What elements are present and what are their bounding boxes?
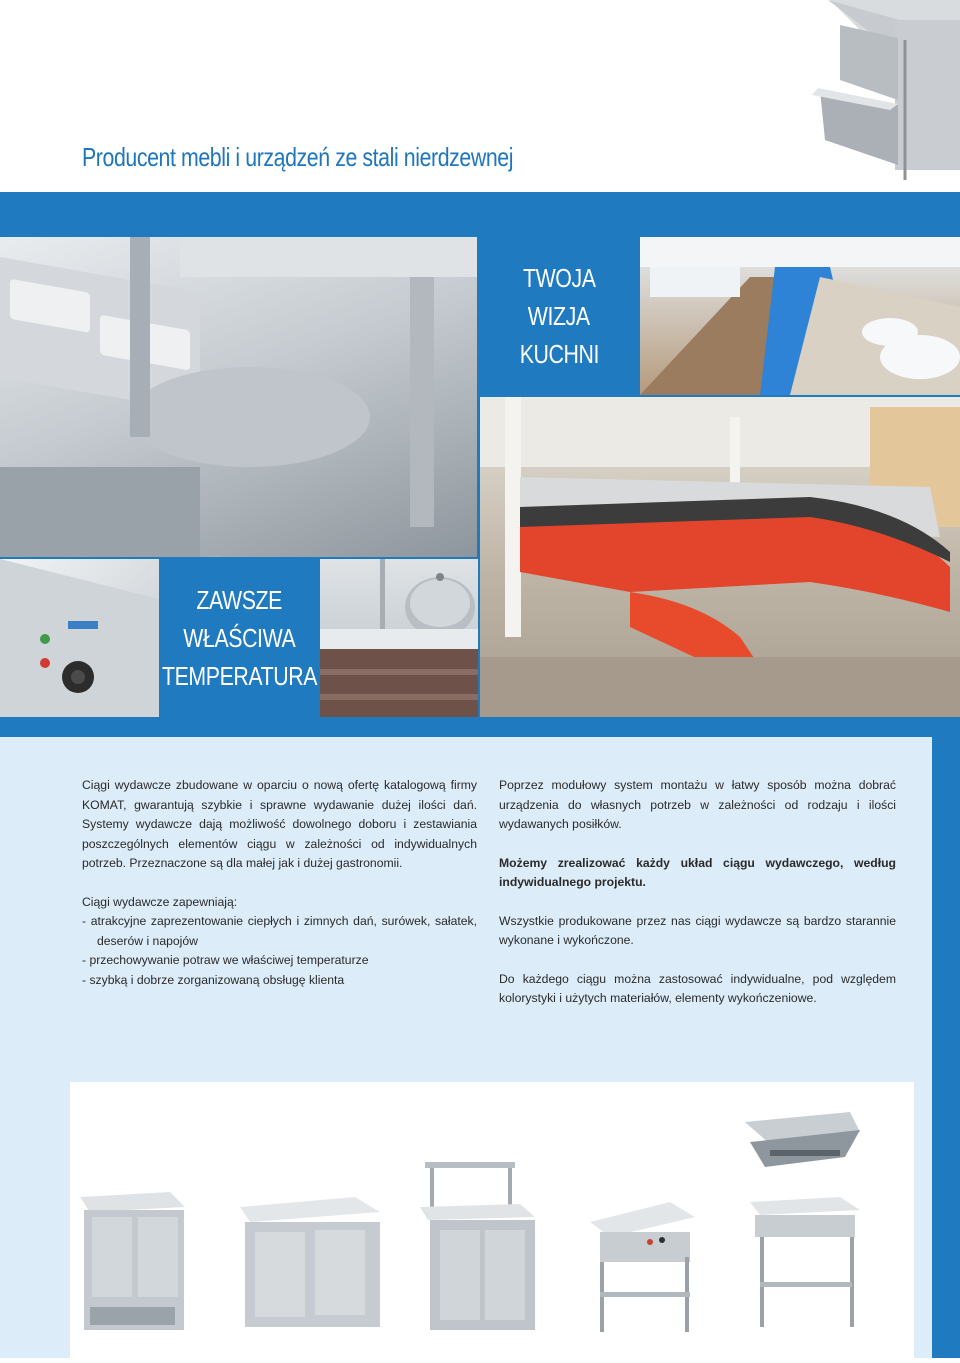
control-panel-photo <box>0 559 159 717</box>
list-item: - szybką i dobrze zorganizowaną obsługę klienta <box>82 972 345 987</box>
temperature-tag: ZAWSZE WŁAŚCIWA TEMPERATURA <box>161 559 318 717</box>
quality-paragraph: Wszystkie produkowane przez nas ciągi wydawcze są bardzo starannie wykonane i wykończone. <box>499 913 896 947</box>
side-accent-strip <box>932 737 960 1358</box>
custom-project-paragraph: Możemy zrealizować każdy układ ciągu wydawczego, według indywidualnego projektu. <box>499 855 896 889</box>
salad-bar-image <box>80 1192 185 1330</box>
drawer-unit-image <box>800 0 960 190</box>
red-counter-photo <box>480 397 960 717</box>
intro-paragraph: Ciągi wydawcze zbudowane w oparciu o nową ofertę katalogową firmy KOMAT, gwarantują szybkie i sprawne wydawanie dużej ilości dań. Systemy wydawcze dają możliwość dowolnego doboru i zestawiania poszczególnych elementów ciągu w zależności od indywidualnych potrzeb. Przeznaczone są dla małej jak i dużej gastronomii. <box>82 778 477 870</box>
products-strip <box>70 1082 914 1358</box>
modular-paragraph: Poprzez modułowy system montażu w łatwy sposób można dobrać urządzenia do własnych potrzeb w zależności od rodzaju i ilości wydawanych posiłków. <box>499 778 896 831</box>
extraction-hood-image <box>745 1112 860 1167</box>
dome-cover-photo <box>320 559 478 717</box>
left-text-column <box>82 776 477 990</box>
finishing-paragraph: Do każdego ciągu można zastosować indywidualne, pod względem kolorystyki i użytych materiałów, elementy wykończeniowe. <box>499 971 896 1005</box>
right-text-column <box>499 776 896 1028</box>
feature-list <box>82 912 477 990</box>
refrigerated-counter-image <box>240 1197 380 1327</box>
list-heading: Ciągi wydawcze zapewniają: <box>82 894 238 909</box>
canteen-photo <box>640 237 960 395</box>
serving-unit-image <box>420 1162 535 1330</box>
page-title: Producent mebli i urządzeń ze stali nierdzewnej <box>82 142 514 172</box>
serving-counter-photo <box>0 237 477 557</box>
bain-marie-trolley-image <box>590 1202 695 1332</box>
vision-tag: TWOJA WIZJA KUCHNI <box>480 237 638 395</box>
bain-marie-table-image <box>750 1197 860 1327</box>
list-item: - przechowywanie potraw we właściwej temperaturze <box>82 953 369 967</box>
list-item: - atrakcyjne zaprezentowanie ciepłych i zimnych dań, surówek, sałatek, deserów i napojów <box>82 914 477 948</box>
